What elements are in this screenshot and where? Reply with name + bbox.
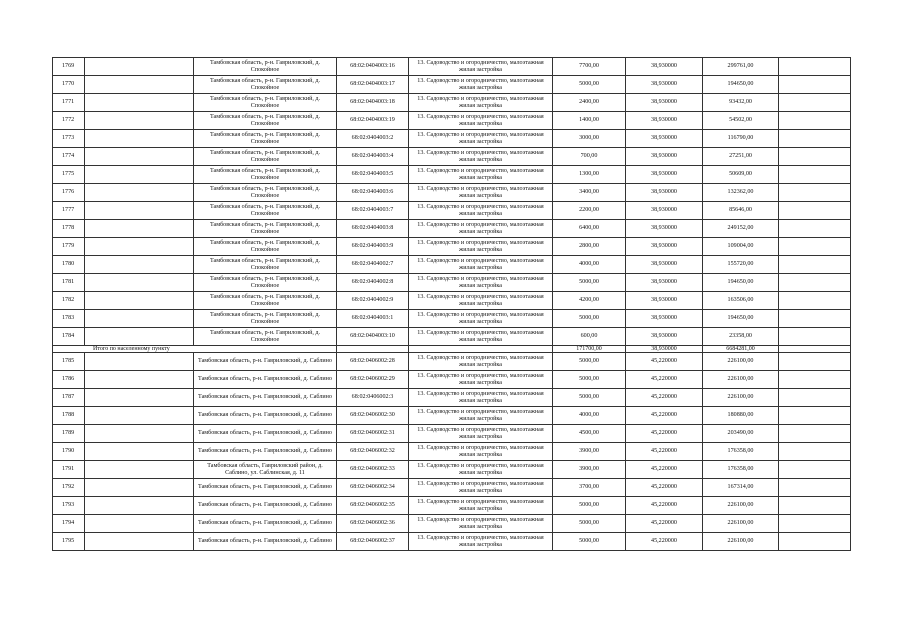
row-number: 1784: [53, 328, 85, 346]
cadastral-value: 27251,00: [703, 148, 779, 166]
blank-cell: [85, 184, 194, 202]
blank-cell: [779, 256, 851, 274]
table-row: [53, 76, 851, 94]
cadastral-number: 68:02:0404003:6: [337, 184, 409, 202]
area-value: 1300,00: [553, 166, 626, 184]
address-cell: Тамбовская область, р-н. Гавриловский, д. Спокойное: [194, 292, 337, 310]
cadastral-value: 93432,00: [703, 94, 779, 112]
cadastral-number: 68:02:0406002:35: [337, 497, 409, 515]
cadastral-number: 68:02:0404003:8: [337, 220, 409, 238]
cadastral-value: 249152,00: [703, 220, 779, 238]
blank-cell: [85, 389, 194, 407]
blank-cell: [779, 130, 851, 148]
table-row: [53, 166, 851, 184]
cadastral-value: 226100,00: [703, 533, 779, 551]
area-value: 5000,00: [553, 515, 626, 533]
area-value: 2200,00: [553, 202, 626, 220]
cadastral-number: 68:02:0404003:4: [337, 148, 409, 166]
address-cell: Тамбовская область, р-н. Гавриловский, д. Спокойное: [194, 58, 337, 76]
table-row: [53, 353, 851, 371]
cadastral-value: 226100,00: [703, 371, 779, 389]
blank-cell: [85, 112, 194, 130]
blank-cell: [779, 479, 851, 497]
land-use-category: 13. Садоводство и огородничество, малоэтажная жилая застройка: [409, 148, 553, 166]
blank-cell: [85, 58, 194, 76]
cadastral-number: 68:02:0404002:8: [337, 274, 409, 292]
row-number: 1794: [53, 515, 85, 533]
land-register-table: [52, 57, 851, 551]
address-cell: Тамбовская область, р-н. Гавриловский, д. Саблино: [194, 533, 337, 551]
table-row: [53, 515, 851, 533]
blank-cell: [85, 310, 194, 328]
blank-cell: [779, 220, 851, 238]
blank-cell: [779, 328, 851, 346]
cadastral-rate: 45,220000: [626, 443, 703, 461]
row-number: 1790: [53, 443, 85, 461]
cadastral-rate: 45,220000: [626, 371, 703, 389]
address-cell: Тамбовская область, р-н. Гавриловский, д. Спокойное: [194, 202, 337, 220]
row-number: 1780: [53, 256, 85, 274]
row-number: 1778: [53, 220, 85, 238]
land-use-category: 13. Садоводство и огородничество, малоэтажная жилая застройка: [409, 94, 553, 112]
area-value: 5000,00: [553, 497, 626, 515]
land-use-category: 13. Садоводство и огородничество, малоэтажная жилая застройка: [409, 425, 553, 443]
row-number: 1788: [53, 407, 85, 425]
row-number: 1785: [53, 353, 85, 371]
row-number: 1772: [53, 112, 85, 130]
blank-cell: [85, 76, 194, 94]
cadastral-rate: 45,220000: [626, 425, 703, 443]
blank-cell: [85, 94, 194, 112]
cadastral-rate: 45,220000: [626, 461, 703, 479]
cadastral-rate: 38,930000: [626, 220, 703, 238]
cadastral-value: 203490,00: [703, 425, 779, 443]
cadastral-rate: 45,220000: [626, 353, 703, 371]
subtotal-label: Итого по населенному пункту: [53, 346, 337, 353]
blank-cell: [85, 353, 194, 371]
area-value: 5000,00: [553, 533, 626, 551]
address-cell: Тамбовская область, р-н. Гавриловский, д. Спокойное: [194, 148, 337, 166]
cadastral-rate: 38,930000: [626, 238, 703, 256]
cadastral-rate: 38,930000: [626, 130, 703, 148]
cadastral-value: 54502,00: [703, 112, 779, 130]
land-use-category: 13. Садоводство и огородничество, малоэтажная жилая застройка: [409, 371, 553, 389]
blank-cell: [85, 238, 194, 256]
area-value: 3400,00: [553, 184, 626, 202]
land-use-category: 13. Садоводство и огородничество, малоэтажная жилая застройка: [409, 184, 553, 202]
address-cell: Тамбовская область, р-н. Гавриловский, д. Спокойное: [194, 220, 337, 238]
cadastral-value: 132362,00: [703, 184, 779, 202]
area-value: 5000,00: [553, 274, 626, 292]
cadastral-rate: 38,930000: [626, 256, 703, 274]
area-value: 3700,00: [553, 479, 626, 497]
subtotal-row: [53, 346, 851, 353]
address-cell: Тамбовская область, р-н. Гавриловский, д. Спокойное: [194, 184, 337, 202]
table-row: [53, 461, 851, 479]
blank-cell: [85, 292, 194, 310]
area-value: 3900,00: [553, 461, 626, 479]
land-use-category: 13. Садоводство и огородничество, малоэтажная жилая застройка: [409, 292, 553, 310]
blank-cell: [779, 148, 851, 166]
row-number: 1779: [53, 238, 85, 256]
cadastral-value: 176358,00: [703, 461, 779, 479]
land-use-category: 13. Садоводство и огородничество, малоэтажная жилая застройка: [409, 515, 553, 533]
blank-cell: [779, 425, 851, 443]
subtotal-value: 6684281,00: [703, 346, 779, 353]
row-number: 1773: [53, 130, 85, 148]
blank-cell: [85, 220, 194, 238]
cadastral-rate: 38,930000: [626, 328, 703, 346]
cadastral-value: 180880,00: [703, 407, 779, 425]
address-cell: Тамбовская область, р-н. Гавриловский, д. Саблино: [194, 443, 337, 461]
area-value: 6400,00: [553, 220, 626, 238]
land-use-category: 13. Садоводство и огородничество, малоэтажная жилая застройка: [409, 58, 553, 76]
cadastral-number: 68:02:0404003:18: [337, 94, 409, 112]
table-row: [53, 256, 851, 274]
area-value: 5000,00: [553, 310, 626, 328]
address-cell: Тамбовская область, р-н. Гавриловский, д. Спокойное: [194, 166, 337, 184]
cadastral-number: 68:02:0404003:10: [337, 328, 409, 346]
land-use-category: 13. Садоводство и огородничество, малоэтажная жилая застройка: [409, 443, 553, 461]
blank-cell: [85, 371, 194, 389]
cadastral-rate: 38,930000: [626, 166, 703, 184]
cadastral-value: 50609,00: [703, 166, 779, 184]
table-row: [53, 292, 851, 310]
cadastral-value: 194650,00: [703, 274, 779, 292]
address-cell: Тамбовская область, р-н. Гавриловский, д. Саблино: [194, 497, 337, 515]
address-cell: Тамбовская область, р-н. Гавриловский, д. Спокойное: [194, 256, 337, 274]
table-row: [53, 533, 851, 551]
blank-cell: [85, 533, 194, 551]
row-number: 1771: [53, 94, 85, 112]
area-value: 5000,00: [553, 76, 626, 94]
area-value: 4500,00: [553, 425, 626, 443]
cadastral-value: 194650,00: [703, 310, 779, 328]
address-cell: Тамбовская область, р-н. Гавриловский, д. Саблино: [194, 353, 337, 371]
table-row: [53, 479, 851, 497]
blank-cell: [85, 256, 194, 274]
table-row: [53, 407, 851, 425]
area-value: 5000,00: [553, 353, 626, 371]
subtotal-rate: 38,930000: [626, 346, 703, 353]
cadastral-number: 68:02:0404003:7: [337, 202, 409, 220]
blank-cell: [779, 166, 851, 184]
area-value: 3900,00: [553, 443, 626, 461]
table-body-sablino: [53, 353, 851, 551]
area-value: 4200,00: [553, 292, 626, 310]
land-use-category: 13. Садоводство и огородничество, малоэтажная жилая застройка: [409, 389, 553, 407]
address-cell: Тамбовская область, р-н. Гавриловский, д. Саблино: [194, 371, 337, 389]
cadastral-number: 68:02:0406002:28: [337, 353, 409, 371]
cadastral-number: 68:02:0406002:36: [337, 515, 409, 533]
cadastral-value: 226100,00: [703, 353, 779, 371]
address-cell: Тамбовская область, р-н. Гавриловский, д. Спокойное: [194, 112, 337, 130]
row-number: 1777: [53, 202, 85, 220]
blank-cell: [779, 407, 851, 425]
row-number: 1791: [53, 461, 85, 479]
row-number: 1789: [53, 425, 85, 443]
cadastral-rate: 38,930000: [626, 292, 703, 310]
cadastral-value: 116790,00: [703, 130, 779, 148]
cadastral-value: 23358,00: [703, 328, 779, 346]
subtotal-cadastral-cell: [337, 346, 409, 353]
cadastral-number: 68:02:0404003:1: [337, 310, 409, 328]
table-row: [53, 310, 851, 328]
blank-cell: [85, 328, 194, 346]
table-row: [53, 112, 851, 130]
land-use-category: 13. Садоводство и огородничество, малоэтажная жилая застройка: [409, 310, 553, 328]
area-value: 3000,00: [553, 130, 626, 148]
table-row: [53, 497, 851, 515]
cadastral-value: 226100,00: [703, 389, 779, 407]
cadastral-rate: 45,220000: [626, 407, 703, 425]
row-number: 1775: [53, 166, 85, 184]
row-number: 1795: [53, 533, 85, 551]
land-use-category: 13. Садоводство и огородничество, малоэтажная жилая застройка: [409, 407, 553, 425]
land-use-category: 13. Садоводство и огородничество, малоэтажная жилая застройка: [409, 533, 553, 551]
blank-cell: [85, 515, 194, 533]
blank-cell: [779, 515, 851, 533]
cadastral-rate: 38,930000: [626, 148, 703, 166]
land-use-category: 13. Садоводство и огородничество, малоэтажная жилая застройка: [409, 112, 553, 130]
area-value: 2800,00: [553, 238, 626, 256]
address-cell: Тамбовская область, р-н. Гавриловский, д. Спокойное: [194, 94, 337, 112]
area-value: 4000,00: [553, 407, 626, 425]
cadastral-value: 226100,00: [703, 515, 779, 533]
cadastral-number: 68:02:0406002:29: [337, 371, 409, 389]
land-use-category: 13. Садоводство и огородничество, малоэтажная жилая застройка: [409, 130, 553, 148]
land-use-category: 13. Садоводство и огородничество, малоэтажная жилая застройка: [409, 479, 553, 497]
blank-cell: [779, 76, 851, 94]
table-row: [53, 238, 851, 256]
cadastral-rate: 45,220000: [626, 515, 703, 533]
blank-cell: [779, 310, 851, 328]
row-number: 1793: [53, 497, 85, 515]
address-cell: Тамбовская область, р-н. Гавриловский, д. Спокойное: [194, 76, 337, 94]
cadastral-value: 226100,00: [703, 497, 779, 515]
cadastral-value: 194650,00: [703, 76, 779, 94]
address-cell: Тамбовская область, р-н. Гавриловский, д. Саблино: [194, 479, 337, 497]
row-number: 1792: [53, 479, 85, 497]
address-cell: Тамбовская область, Гавриловский район, д. Саблино, ул. Саблинская, д. 11: [194, 461, 337, 479]
blank-cell: [85, 148, 194, 166]
address-cell: Тамбовская область, р-н. Гавриловский, д. Спокойное: [194, 238, 337, 256]
row-number: 1774: [53, 148, 85, 166]
address-cell: Тамбовская область, р-н. Гавриловский, д. Саблино: [194, 515, 337, 533]
land-use-category: 13. Садоводство и огородничество, малоэтажная жилая застройка: [409, 328, 553, 346]
blank-cell: [85, 479, 194, 497]
address-cell: Тамбовская область, р-н. Гавриловский, д. Саблино: [194, 389, 337, 407]
blank-cell: [85, 425, 194, 443]
blank-cell: [779, 497, 851, 515]
blank-cell: [85, 461, 194, 479]
land-use-category: 13. Садоводство и огородничество, малоэтажная жилая застройка: [409, 220, 553, 238]
blank-cell: [85, 497, 194, 515]
address-cell: Тамбовская область, р-н. Гавриловский, д. Саблино: [194, 425, 337, 443]
cadastral-rate: 45,220000: [626, 479, 703, 497]
table-row: [53, 148, 851, 166]
blank-cell: [85, 130, 194, 148]
table-row: [53, 328, 851, 346]
area-value: 600,00: [553, 328, 626, 346]
cadastral-number: 68:02:0406002:37: [337, 533, 409, 551]
cadastral-value: 163506,00: [703, 292, 779, 310]
row-number: 1776: [53, 184, 85, 202]
table-row: [53, 371, 851, 389]
cadastral-rate: 38,930000: [626, 112, 703, 130]
address-cell: Тамбовская область, р-н. Гавриловский, д. Спокойное: [194, 328, 337, 346]
area-value: 5000,00: [553, 389, 626, 407]
cadastral-value: 155720,00: [703, 256, 779, 274]
land-use-category: 13. Садоводство и огородничество, малоэтажная жилая застройка: [409, 461, 553, 479]
blank-cell: [779, 389, 851, 407]
cadastral-value: 167314,00: [703, 479, 779, 497]
subtotal-use-cell: [409, 346, 553, 353]
blank-cell: [85, 202, 194, 220]
blank-cell: [779, 274, 851, 292]
area-value: 5000,00: [553, 371, 626, 389]
blank-cell: [779, 443, 851, 461]
address-cell: Тамбовская область, р-н. Гавриловский, д. Саблино: [194, 407, 337, 425]
area-value: 700,00: [553, 148, 626, 166]
subtotal-area: 171700,00: [553, 346, 626, 353]
land-use-category: 13. Садоводство и огородничество, малоэтажная жилая застройка: [409, 76, 553, 94]
address-cell: Тамбовская область, р-н. Гавриловский, д. Спокойное: [194, 310, 337, 328]
subtotal-section: [53, 346, 851, 353]
cadastral-rate: 45,220000: [626, 533, 703, 551]
table-row: [53, 202, 851, 220]
cadastral-rate: 38,930000: [626, 76, 703, 94]
table-body-spokoynoe: [53, 58, 851, 346]
blank-cell: [779, 461, 851, 479]
table-row: [53, 274, 851, 292]
blank-cell: [779, 353, 851, 371]
area-value: 7700,00: [553, 58, 626, 76]
address-cell: Тамбовская область, р-н. Гавриловский, д. Спокойное: [194, 130, 337, 148]
cadastral-number: 68:02:0404003:2: [337, 130, 409, 148]
blank-cell: [779, 112, 851, 130]
blank-cell: [85, 166, 194, 184]
address-cell: Тамбовская область, р-н. Гавриловский, д. Спокойное: [194, 274, 337, 292]
table-row: [53, 94, 851, 112]
blank-cell: [85, 443, 194, 461]
blank-cell: [85, 407, 194, 425]
land-use-category: 13. Садоводство и огородничество, малоэтажная жилая застройка: [409, 256, 553, 274]
row-number: 1786: [53, 371, 85, 389]
cadastral-value: 109004,00: [703, 238, 779, 256]
cadastral-number: 68:02:0404003:5: [337, 166, 409, 184]
land-use-category: 13. Садоводство и огородничество, малоэтажная жилая застройка: [409, 497, 553, 515]
blank-cell: [779, 202, 851, 220]
cadastral-rate: 38,930000: [626, 274, 703, 292]
cadastral-number: 68:02:0406002:34: [337, 479, 409, 497]
blank-cell: [779, 94, 851, 112]
cadastral-number: 68:02:0404002:9: [337, 292, 409, 310]
cadastral-number: 68:02:0406002:3: [337, 389, 409, 407]
table-row: [53, 443, 851, 461]
cadastral-number: 68:02:0406002:30: [337, 407, 409, 425]
cadastral-rate: 38,930000: [626, 184, 703, 202]
subtotal-extra-cell: [779, 346, 851, 353]
blank-cell: [779, 533, 851, 551]
cadastral-value: 299761,00: [703, 58, 779, 76]
cadastral-number: 68:02:0406002:33: [337, 461, 409, 479]
cadastral-value: 176358,00: [703, 443, 779, 461]
cadastral-rate: 38,930000: [626, 202, 703, 220]
cadastral-value: 85646,00: [703, 202, 779, 220]
cadastral-rate: 38,930000: [626, 94, 703, 112]
cadastral-number: 68:02:0404003:16: [337, 58, 409, 76]
blank-cell: [779, 292, 851, 310]
table-row: [53, 184, 851, 202]
land-use-category: 13. Садоводство и огородничество, малоэтажная жилая застройка: [409, 238, 553, 256]
table-row: [53, 389, 851, 407]
cadastral-number: 68:02:0404003:9: [337, 238, 409, 256]
cadastral-rate: 38,930000: [626, 310, 703, 328]
cadastral-number: 68:02:0404003:17: [337, 76, 409, 94]
cadastral-number: 68:02:0406002:31: [337, 425, 409, 443]
row-number: 1782: [53, 292, 85, 310]
cadastral-rate: 45,220000: [626, 497, 703, 515]
blank-cell: [779, 371, 851, 389]
blank-cell: [779, 58, 851, 76]
cadastral-number: 68:02:0404003:19: [337, 112, 409, 130]
area-value: 4000,00: [553, 256, 626, 274]
cadastral-rate: 38,930000: [626, 58, 703, 76]
cadastral-number: 68:02:0406002:32: [337, 443, 409, 461]
row-number: 1770: [53, 76, 85, 94]
blank-cell: [779, 184, 851, 202]
row-number: 1787: [53, 389, 85, 407]
land-use-category: 13. Садоводство и огородничество, малоэтажная жилая застройка: [409, 202, 553, 220]
row-number: 1783: [53, 310, 85, 328]
area-value: 1400,00: [553, 112, 626, 130]
land-use-category: 13. Садоводство и огородничество, малоэтажная жилая застройка: [409, 274, 553, 292]
table-row: [53, 425, 851, 443]
row-number: 1769: [53, 58, 85, 76]
cadastral-rate: 45,220000: [626, 389, 703, 407]
row-number: 1781: [53, 274, 85, 292]
blank-cell: [85, 274, 194, 292]
area-value: 2400,00: [553, 94, 626, 112]
blank-cell: [779, 238, 851, 256]
table-row: [53, 130, 851, 148]
cadastral-number: 68:02:0404002:7: [337, 256, 409, 274]
land-use-category: 13. Садоводство и огородничество, малоэтажная жилая застройка: [409, 353, 553, 371]
table-row: [53, 58, 851, 76]
table-row: [53, 220, 851, 238]
land-use-category: 13. Садоводство и огородничество, малоэтажная жилая застройка: [409, 166, 553, 184]
